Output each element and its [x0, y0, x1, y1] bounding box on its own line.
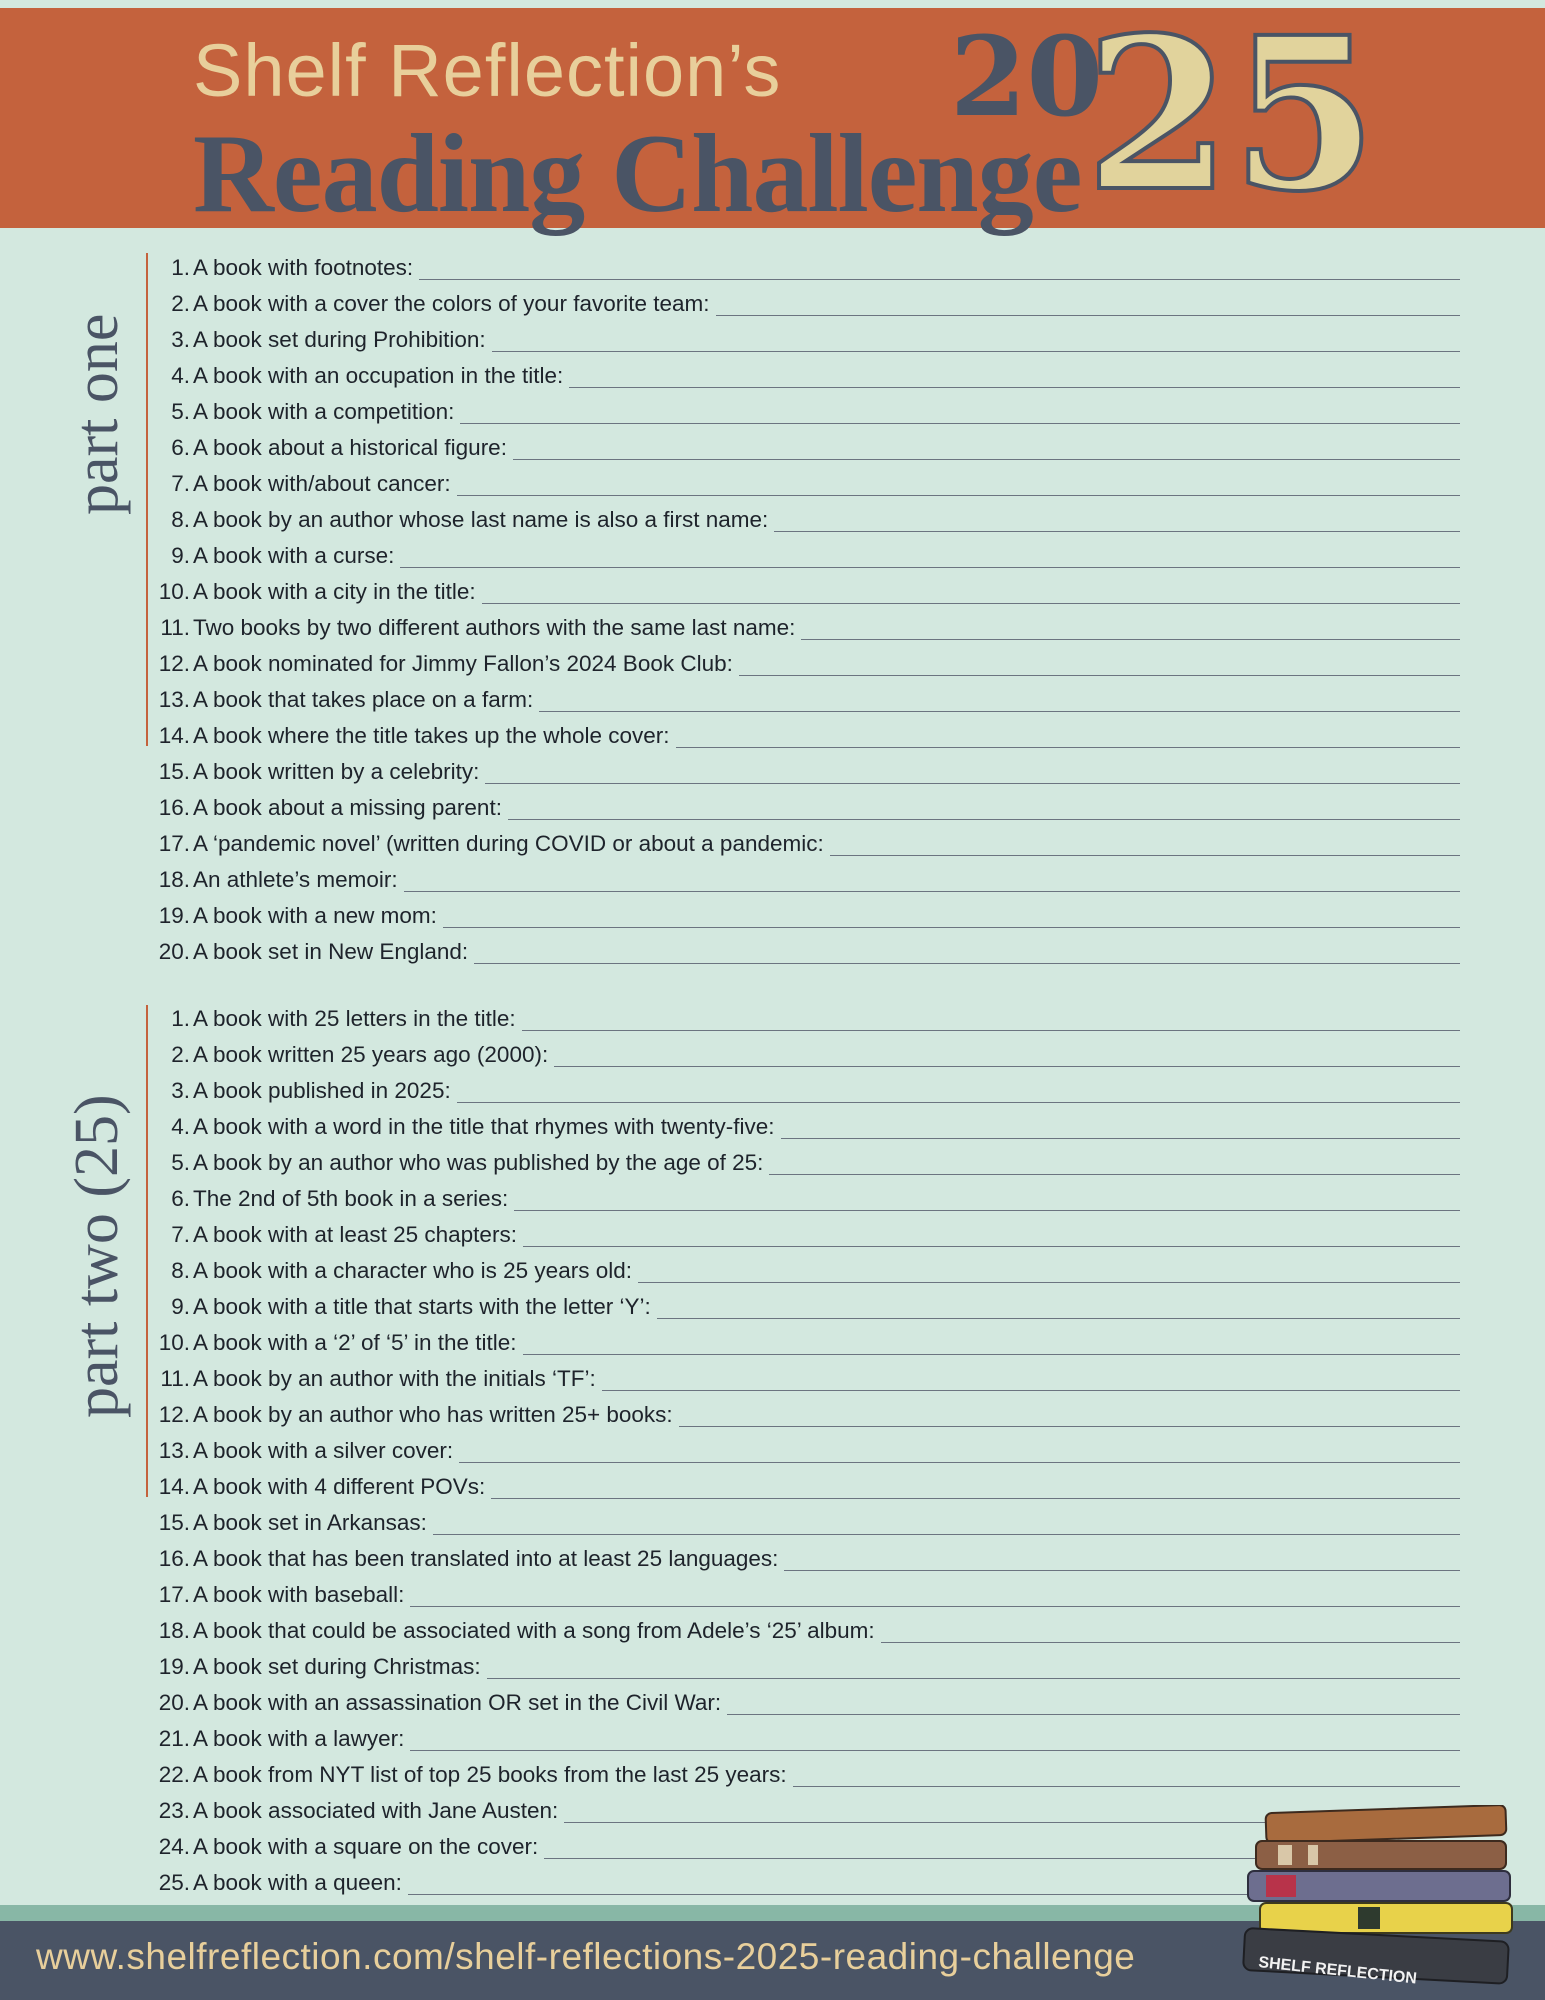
- item-number: 1.: [171, 1006, 190, 1031]
- answer-line[interactable]: [491, 1478, 1460, 1499]
- item-text: A book with a cover the colors of your favorite team:: [193, 291, 710, 316]
- item-text: A book with a ‘2’ of ‘5’ in the title:: [193, 1330, 517, 1355]
- challenge-item: [150, 1140, 1460, 1176]
- item-text: A book by an author who has written 25+ books:: [193, 1402, 673, 1427]
- part-one-list: [150, 245, 1460, 965]
- item-number: 14.: [158, 723, 190, 748]
- item-text: A book with a lawyer:: [193, 1726, 405, 1751]
- challenge-item: [150, 713, 1460, 749]
- item-text: A book that could be associated with a song from Adele’s ‘25’ album:: [193, 1618, 875, 1643]
- part-one-label: part one: [63, 313, 131, 515]
- item-number: 10.: [158, 1330, 190, 1355]
- item-number: 20.: [158, 939, 190, 964]
- answer-line[interactable]: [508, 799, 1460, 820]
- challenge-item: [150, 1572, 1460, 1608]
- answer-line[interactable]: [638, 1262, 1460, 1283]
- item-number: 25.: [158, 1870, 190, 1895]
- challenge-item: [150, 569, 1460, 605]
- item-number: 11.: [160, 615, 190, 640]
- item-text: A book written 25 years ago (2000):: [193, 1042, 549, 1067]
- challenge-item: [150, 317, 1460, 353]
- challenge-item: [150, 1716, 1460, 1752]
- item-number: 3.: [171, 1078, 190, 1103]
- item-number: 7.: [171, 1222, 190, 1247]
- item-number: 18.: [158, 1618, 190, 1643]
- challenge-item: [150, 497, 1460, 533]
- challenge-item: [150, 1176, 1460, 1212]
- item-number: 24.: [158, 1834, 190, 1859]
- item-text: A book from NYT list of top 25 books from the last 25 years:: [193, 1762, 787, 1787]
- challenge-item: [150, 1428, 1460, 1464]
- answer-line[interactable]: [400, 547, 1460, 568]
- item-text: A book with an assassination OR set in the Civil War:: [193, 1690, 722, 1715]
- item-text: A book set during Prohibition:: [193, 327, 486, 352]
- item-text: A book written by a celebrity:: [193, 759, 480, 784]
- item-text: A book with a square on the cover:: [193, 1834, 539, 1859]
- challenge-item: [150, 353, 1460, 389]
- item-number: 12.: [158, 651, 190, 676]
- item-number: 23.: [158, 1798, 190, 1823]
- answer-line[interactable]: [739, 655, 1460, 676]
- item-number: 3.: [171, 327, 190, 352]
- item-text: A book set in New England:: [193, 939, 469, 964]
- challenge-item: [150, 1608, 1460, 1644]
- item-text: A book with 4 different POVs:: [193, 1474, 486, 1499]
- item-number: 9.: [171, 1294, 190, 1319]
- answer-line[interactable]: [569, 367, 1460, 388]
- item-text: A book set in Arkansas:: [193, 1510, 427, 1535]
- item-number: 5.: [171, 399, 190, 424]
- challenge-item: [150, 1248, 1460, 1284]
- item-text: A book with a curse:: [193, 543, 395, 568]
- challenge-item: [150, 533, 1460, 569]
- challenge-item: [150, 1680, 1460, 1716]
- item-text: A book by an author with the initials ‘TF’:: [193, 1366, 596, 1391]
- answer-line[interactable]: [523, 1226, 1460, 1247]
- item-number: 17.: [158, 1582, 190, 1607]
- part-two-rule: [146, 1005, 148, 1497]
- challenge-item: [150, 1320, 1460, 1356]
- item-text: An athlete’s memoir:: [193, 867, 398, 892]
- item-text: A book with a silver cover:: [193, 1438, 454, 1463]
- item-text: A book about a missing parent:: [193, 795, 502, 820]
- item-text: A book with a city in the title:: [193, 579, 476, 604]
- item-number: 22.: [158, 1762, 190, 1787]
- part-two-list: [150, 996, 1460, 1896]
- answer-line[interactable]: [419, 259, 1460, 280]
- challenge-item: [150, 677, 1460, 713]
- item-number: 18.: [158, 867, 190, 892]
- item-number: 15.: [158, 759, 190, 784]
- item-text: A book with/about cancer:: [193, 471, 451, 496]
- answer-line[interactable]: [784, 1550, 1460, 1571]
- footer-url[interactable]: www.shelfreflection.com/shelf-reflections-2025-reading-challenge: [36, 1936, 1136, 1977]
- item-number: 8.: [171, 1258, 190, 1283]
- answer-line[interactable]: [801, 619, 1460, 640]
- item-text: A book associated with Jane Austen:: [193, 1798, 559, 1823]
- item-number: 15.: [158, 1510, 190, 1535]
- challenge-item: [150, 1392, 1460, 1428]
- challenge-item: [150, 245, 1460, 281]
- item-text: A book by an author who was published by the age of 25:: [193, 1150, 764, 1175]
- challenge-item: [150, 996, 1460, 1032]
- item-number: 2.: [171, 1042, 190, 1067]
- item-text: A book with 25 letters in the title:: [193, 1006, 516, 1031]
- item-number: 9.: [171, 543, 190, 568]
- answer-line[interactable]: [727, 1694, 1460, 1715]
- item-text: A book with an occupation in the title:: [193, 363, 564, 388]
- item-text: A book published in 2025:: [193, 1078, 451, 1103]
- answer-line[interactable]: [523, 1334, 1460, 1355]
- item-text: A book that takes place on a farm:: [193, 687, 534, 712]
- item-number: 7.: [171, 471, 190, 496]
- item-number: 10.: [158, 579, 190, 604]
- challenge-item: [150, 1464, 1460, 1500]
- item-number: 20.: [158, 1690, 190, 1715]
- answer-line[interactable]: [774, 511, 1460, 532]
- answer-line[interactable]: [457, 475, 1460, 496]
- item-text: A book with baseball:: [193, 1582, 405, 1607]
- answer-line[interactable]: [716, 295, 1460, 316]
- part-one-rule: [146, 253, 148, 746]
- answer-line[interactable]: [657, 1298, 1460, 1319]
- item-text: A book with footnotes:: [193, 255, 414, 280]
- challenge-item: [150, 425, 1460, 461]
- challenge-item: [150, 1500, 1460, 1536]
- item-number: 19.: [158, 1654, 190, 1679]
- challenge-item: [150, 389, 1460, 425]
- item-text: A book set during Christmas:: [193, 1654, 481, 1679]
- item-text: The 2nd of 5th book in a series:: [193, 1186, 509, 1211]
- header-subtitle: Shelf Reflection’s: [193, 29, 782, 112]
- item-text: Two books by two different authors with the same last name:: [193, 615, 796, 640]
- item-text: A book nominated for Jimmy Fallon’s 2024 Book Club:: [193, 651, 733, 676]
- item-text: A book with a queen:: [193, 1870, 402, 1895]
- item-text: A book with a character who is 25 years old:: [193, 1258, 632, 1283]
- challenge-item: [150, 893, 1460, 929]
- item-number: 19.: [158, 903, 190, 928]
- answer-line[interactable]: [514, 1190, 1460, 1211]
- item-number: 13.: [158, 687, 190, 712]
- challenge-item: [150, 1752, 1460, 1788]
- answer-line[interactable]: [881, 1622, 1460, 1643]
- answer-line[interactable]: [404, 871, 1460, 892]
- challenge-item: [150, 1284, 1460, 1320]
- item-number: 2.: [171, 291, 190, 316]
- item-text: A book with a word in the title that rhymes with twenty-five:: [193, 1114, 775, 1139]
- item-number: 16.: [158, 1546, 190, 1571]
- challenge-item: [150, 929, 1460, 965]
- answer-line[interactable]: [457, 1082, 1460, 1103]
- answer-line[interactable]: [676, 727, 1460, 748]
- challenge-item: [150, 857, 1460, 893]
- item-text: A ‘pandemic novel’ (written during COVID or about a pandemic:: [193, 831, 824, 856]
- year-suffix: 25: [1085, 0, 1378, 238]
- challenge-item: [150, 1104, 1460, 1140]
- item-number: 8.: [171, 507, 190, 532]
- challenge-item: [150, 1536, 1460, 1572]
- answer-line[interactable]: [482, 583, 1460, 604]
- answer-line[interactable]: [769, 1154, 1460, 1175]
- item-number: 21.: [158, 1726, 190, 1751]
- answer-line[interactable]: [492, 331, 1460, 352]
- item-number: 5.: [171, 1150, 190, 1175]
- item-text: A book that has been translated into at least 25 languages:: [193, 1546, 779, 1571]
- item-text: A book with a new mom:: [193, 903, 437, 928]
- answer-line[interactable]: [410, 1586, 1460, 1607]
- answer-line[interactable]: [459, 1442, 1460, 1463]
- book-stack-illustration: [1238, 1805, 1538, 1995]
- answer-line[interactable]: [410, 1730, 1460, 1751]
- challenge-item: [150, 1212, 1460, 1248]
- challenge-item: [150, 461, 1460, 497]
- answer-line[interactable]: [522, 1010, 1460, 1031]
- item-number: 6.: [171, 1186, 190, 1211]
- challenge-item: [150, 1068, 1460, 1104]
- year-prefix: 20: [950, 12, 1104, 141]
- challenge-item: [150, 1644, 1460, 1680]
- item-text: A book with a title that starts with the letter ‘Y’:: [193, 1294, 651, 1319]
- header-title: Reading Challenge: [193, 112, 1082, 236]
- challenge-item: [150, 605, 1460, 641]
- challenge-item: [150, 749, 1460, 785]
- item-text: A book by an author whose last name is also a first name:: [193, 507, 769, 532]
- answer-line[interactable]: [443, 907, 1460, 928]
- challenge-item: [150, 821, 1460, 857]
- item-number: 1.: [171, 255, 190, 280]
- answer-line[interactable]: [830, 835, 1460, 856]
- item-number: 12.: [158, 1402, 190, 1427]
- challenge-item: [150, 1032, 1460, 1068]
- item-number: 14.: [158, 1474, 190, 1499]
- part-two-label: part two (25): [63, 1094, 131, 1418]
- item-number: 13.: [158, 1438, 190, 1463]
- challenge-item: [150, 785, 1460, 821]
- item-number: 4.: [171, 363, 190, 388]
- item-text: A book where the title takes up the whole cover:: [193, 723, 670, 748]
- item-text: A book with at least 25 chapters:: [193, 1222, 517, 1247]
- answer-line[interactable]: [554, 1046, 1460, 1067]
- challenge-item: [150, 641, 1460, 677]
- item-number: 16.: [158, 795, 190, 820]
- answer-line[interactable]: [433, 1514, 1460, 1535]
- challenge-item: [150, 281, 1460, 317]
- answer-line[interactable]: [781, 1118, 1460, 1139]
- answer-line[interactable]: [474, 943, 1460, 964]
- answer-line[interactable]: [793, 1766, 1460, 1787]
- answer-line[interactable]: [679, 1406, 1460, 1427]
- answer-line[interactable]: [602, 1370, 1460, 1391]
- item-text: A book about a historical figure:: [193, 435, 507, 460]
- item-number: 4.: [171, 1114, 190, 1139]
- challenge-item: [150, 1356, 1460, 1392]
- answer-line[interactable]: [487, 1658, 1460, 1679]
- answer-line[interactable]: [513, 439, 1460, 460]
- answer-line[interactable]: [460, 403, 1460, 424]
- item-number: 11.: [160, 1366, 190, 1391]
- item-number: 17.: [158, 831, 190, 856]
- answer-line[interactable]: [485, 763, 1460, 784]
- item-number: 6.: [171, 435, 190, 460]
- item-text: A book with a competition:: [193, 399, 455, 424]
- answer-line[interactable]: [539, 691, 1460, 712]
- logo-text: SHELF REFLECTION: [1257, 1954, 1418, 1988]
